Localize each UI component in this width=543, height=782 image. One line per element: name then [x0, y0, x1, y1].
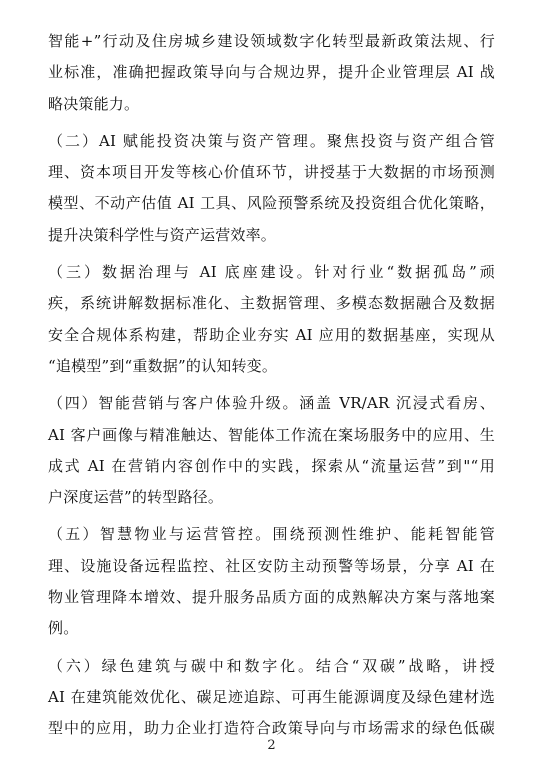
- text-line: 模型、不动产估值 AI 工具、风险预警系统及投资组合优化策略，: [48, 194, 495, 213]
- text-line: 型中的应用，助力企业打造符合政策导向与市场需求的绿色低碳: [48, 719, 495, 738]
- text-line: 例。: [48, 619, 79, 638]
- text-line: 安全合规体系构建，帮助企业夯实 AI 应用的数据基座，实现从: [48, 325, 495, 344]
- text-line: 物业管理降本增效、提升服务品质方面的成熟解决方案与落地案: [48, 588, 495, 607]
- text-line: “追模型”到“重数据”的认知转变。: [48, 356, 278, 375]
- page-number: 2: [267, 738, 276, 753]
- text-line: 户深度运营”的转型路径。: [48, 488, 224, 507]
- paragraph-smart-property: [48, 519, 495, 644]
- paragraph-policy-continuation: [48, 26, 495, 120]
- text-line: （四）智能营销与客户体验升级。涵盖 VR/AR 沉浸式看房、: [48, 394, 495, 413]
- text-line: 成式 AI 在营销内容创作中的实践，探索从“流量运营”到"“用: [48, 456, 495, 475]
- paragraph-investment-asset-management: [48, 126, 495, 251]
- text-line: AI 客户画像与精准触达、智能体工作流在案场服务中的应用、生: [48, 425, 495, 444]
- text-line: （三）数据治理与 AI 底座建设。针对行业“数据孤岛”顽: [48, 263, 495, 282]
- text-line: 理、设施设备远程监控、社区安防主动预警等场景，分享 AI 在: [48, 556, 495, 575]
- document-body: [48, 26, 495, 751]
- text-line: 理、资本项目开发等核心价值环节，讲授基于大数据的市场预测: [48, 163, 495, 182]
- text-line: （六）绿色建筑与碳中和数字化。结合“双碳”战略，讲授: [48, 656, 495, 675]
- paragraph-smart-marketing: [48, 388, 495, 513]
- text-line: （五）智慧物业与运营管控。围绕预测性维护、能耗智能管: [48, 525, 495, 544]
- text-line: 略决策能力。: [48, 94, 140, 113]
- text-line: （二）AI 赋能投资决策与资产管理。聚焦投资与资产组合管: [48, 131, 495, 150]
- paragraph-data-governance: [48, 257, 495, 382]
- text-line: 业标准，准确把握政策导向与合规边界，提升企业管理层 AI 战: [48, 63, 495, 82]
- paragraph-green-building: [48, 651, 495, 745]
- text-line: 智能+”行动及住房城乡建设领域数字化转型最新政策法规、行: [48, 32, 495, 50]
- text-line: AI 在建筑能效优化、碳足迹追踪、可再生能源调度及绿色建材选: [48, 687, 495, 706]
- text-line: 疾，系统讲解数据标准化、主数据管理、多模态数据融合及数据: [48, 294, 495, 313]
- text-line: 提升决策科学性与资产运营效率。: [48, 225, 277, 244]
